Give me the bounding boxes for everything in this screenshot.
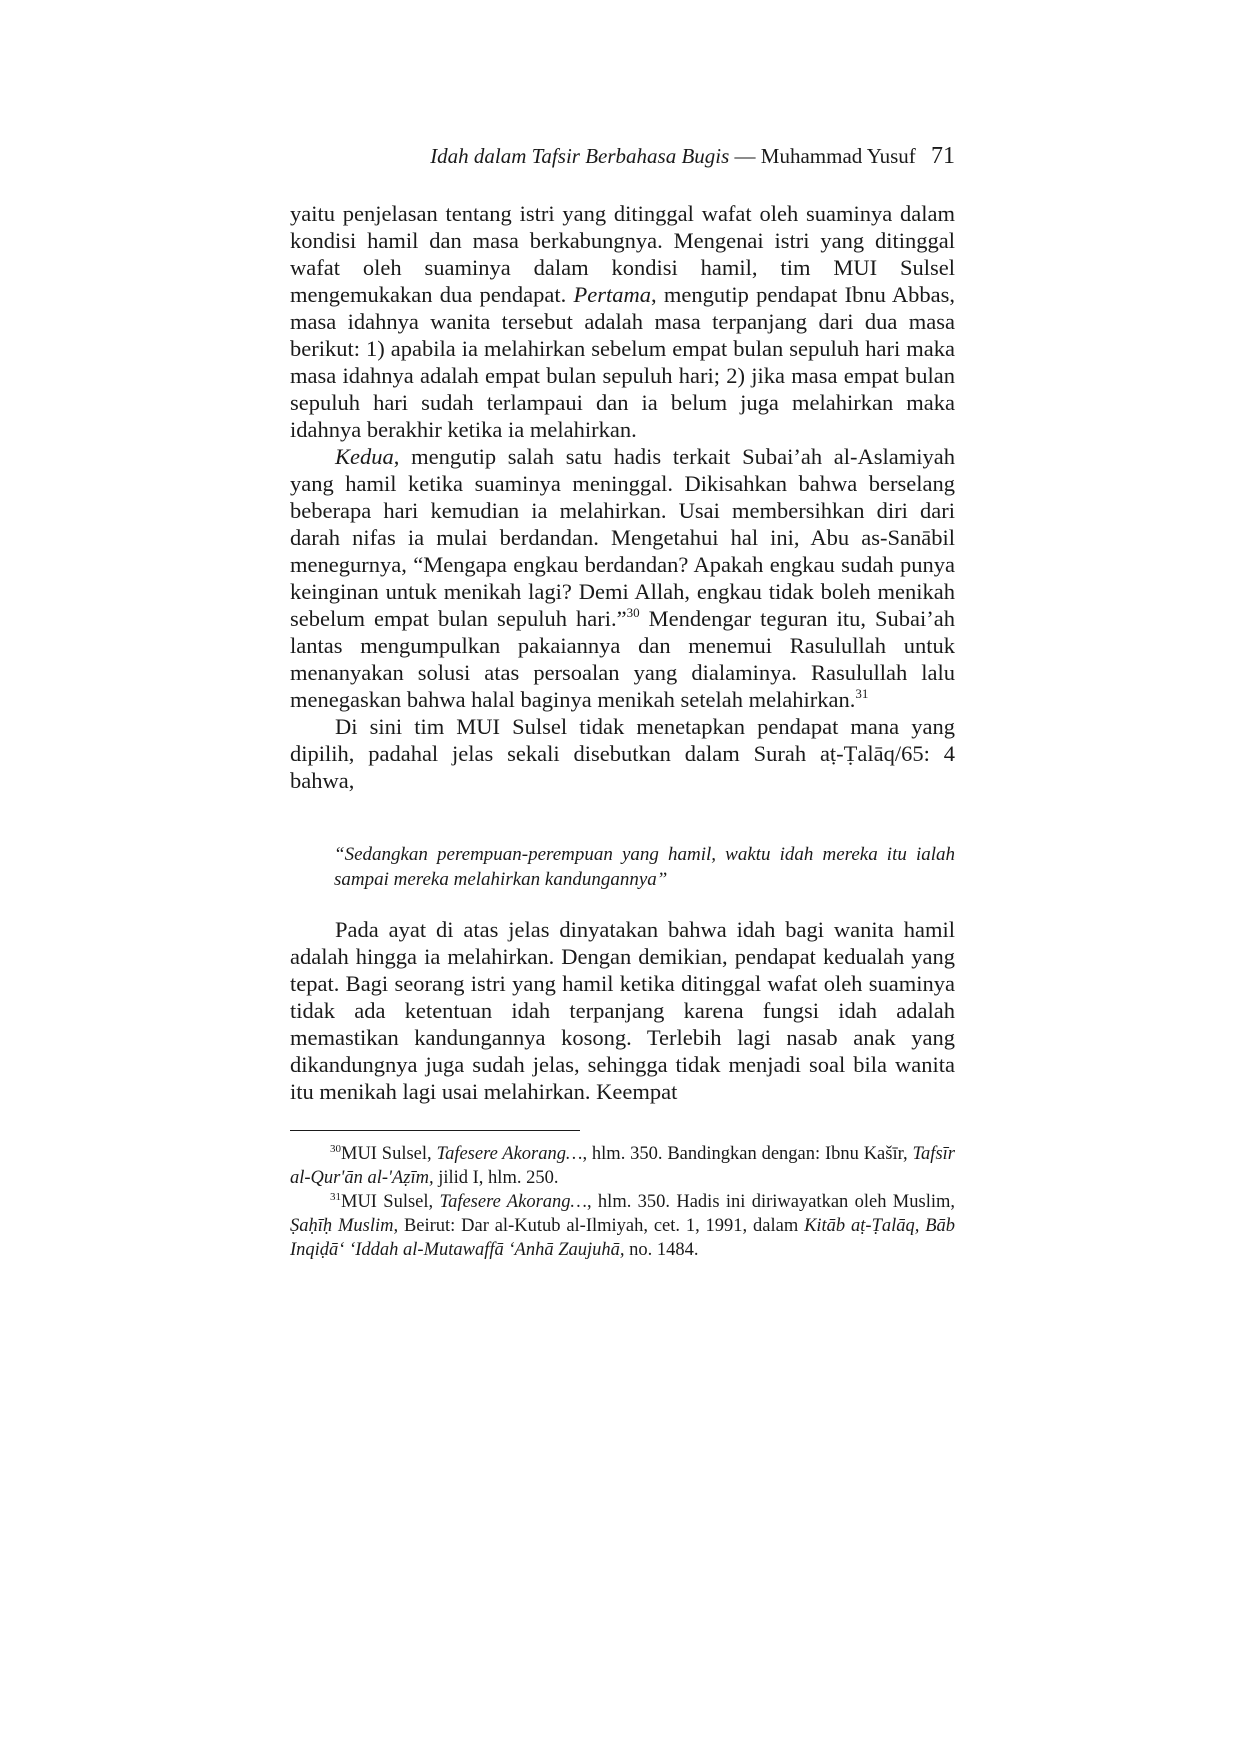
footnote-text: Beirut: Dar al-Kutub al-Ilmiyah, cet. 1, 1991, dalam: [398, 1216, 805, 1236]
paragraph-4: Pada ayat di atas jelas dinyatakan bahwa idah bagi wanita hamil adalah hingga ia melahirkan. Dengan demikian, pendapat kedualah yang tepat. Bagi seorang istri yang hamil ketika ditinggal wafat oleh suaminya tidak ada ketentuan idah terpanjang karena fungsi idah adalah memastikan kandungannya kosong. Terlebih lagi nasab anak yang dikandungnya juga sudah jelas, sehingga tidak menjadi soal bila wanita itu menikah lagi usai melahirkan. Keempat: [290, 917, 955, 1104]
paragraph-3: Di sini tim MUI Sulsel tidak menetapkan pendapat mana yang dipilih, padahal jelas sekali disebutkan dalam Surah aṭ-Ṭalāq/65: 4 bahwa,: [290, 714, 955, 793]
paragraph-1-text-b: , mengutip pendapat Ibnu Abbas, masa idahnya wanita tersebut adalah masa terpanjang dari dua masa berikut: 1) apabila ia melahirkan sebelum empat bulan sepuluh hari maka masa idahnya adalah empat bulan sepuluh hari; 2) jika masa empat bulan sepuluh hari sudah terlampaui dan ia belum juga melahirkan maka idahnya berakhir ketika ia melahirkan.: [290, 282, 955, 442]
running-header-author: — Muhammad Yusuf: [734, 144, 916, 168]
footnote-30: [290, 1142, 955, 1190]
footnote-title: Tafsīr al-Qur'ān al-'Aẓīm,: [290, 1144, 955, 1188]
footnote-title: Ṣaḥīḥ Muslim,: [290, 1216, 399, 1236]
footnote-text: MUI Sulsel,: [341, 1144, 437, 1164]
page-number: 71: [931, 143, 955, 169]
footnote-title: Tafesere Akorang…: [439, 1192, 587, 1212]
running-header-title: Idah dalam Tafsir Berbahasa Bugis: [430, 144, 730, 168]
footnote-text: MUI Sulsel,: [341, 1192, 440, 1212]
paragraph-2-text-b: Mendengar teguran itu, Subai’ah lantas mengumpulkan pakaiannya dan menemui Rasulullah untuk menanyakan solusi atas persoalan yang dialaminya. Rasulullah lalu menegaskan bahwa halal baginya menikah setelah melahirkan.: [290, 606, 955, 712]
footnote-title: Tafesere Akorang…: [436, 1144, 583, 1164]
footnote-text: jilid I, hlm. 250.: [433, 1168, 559, 1188]
running-header: [290, 142, 955, 170]
footnote-text: no. 1484.: [624, 1240, 699, 1260]
footnote-ref-31[interactable]: 31: [855, 686, 869, 701]
paragraph-2: [290, 443, 955, 713]
footnote-title: Kitāb aṭ-Ṭalāq, Bāb Inqiḍā‘ ‘Iddah al-Mutawaffā ‘Anhā Zaujuhā,: [290, 1216, 956, 1260]
paragraph-2-text-a: , mengutip salah satu hadis terkait Subai’ah al-Aslamiyah yang hamil ketika suaminya meninggal. Dikisahkan bahwa berselang beberapa hari kemudian ia melahirkan. Usai membersihkan diri dari darah nifas ia mulai berdandan. Mengetahui hal ini, Abu as-Sanābil menegurnya, “Mengapa engkau berdandan? Apakah engkau sudah punya keinginan untuk menikah lagi? Demi Allah, engkau tidak boleh menikah sebelum empat bulan sepuluh hari.”: [290, 444, 955, 631]
main-text: [290, 200, 955, 794]
main-text-continued: [290, 916, 955, 1105]
quran-quote: “Sedangkan perempuan-perempuan yang hamil, waktu idah mereka itu ialah sampai mereka melahirkan kandungannya”: [334, 844, 955, 890]
paragraph-1-text-a: yaitu penjelasan tentang istri yang ditinggal wafat oleh suaminya dalam kondisi hamil dan masa berkabungnya. Mengenai istri yang ditinggal wafat oleh suaminya dalam kondisi hamil, tim MUI Sulsel mengemukakan dua pendapat.: [290, 201, 955, 307]
footnote-number: 30: [330, 1143, 341, 1155]
paragraph-1: [290, 200, 955, 443]
footnote-text: , hlm. 350. Bandingkan dengan: Ibnu Kašīr,: [582, 1144, 913, 1164]
footnote-divider: [290, 1130, 580, 1131]
paragraph-2-emphasis: Kedua: [335, 444, 394, 469]
footnote-ref-30[interactable]: 30: [626, 605, 640, 620]
paragraph-1-emphasis: Pertama: [573, 282, 652, 307]
footnote-31: [290, 1190, 955, 1262]
footnote-number: 31: [330, 1191, 341, 1203]
footnote-text: , hlm. 350. Hadis ini diriwayatkan oleh Muslim,: [586, 1192, 955, 1212]
footnotes: [290, 1142, 955, 1262]
